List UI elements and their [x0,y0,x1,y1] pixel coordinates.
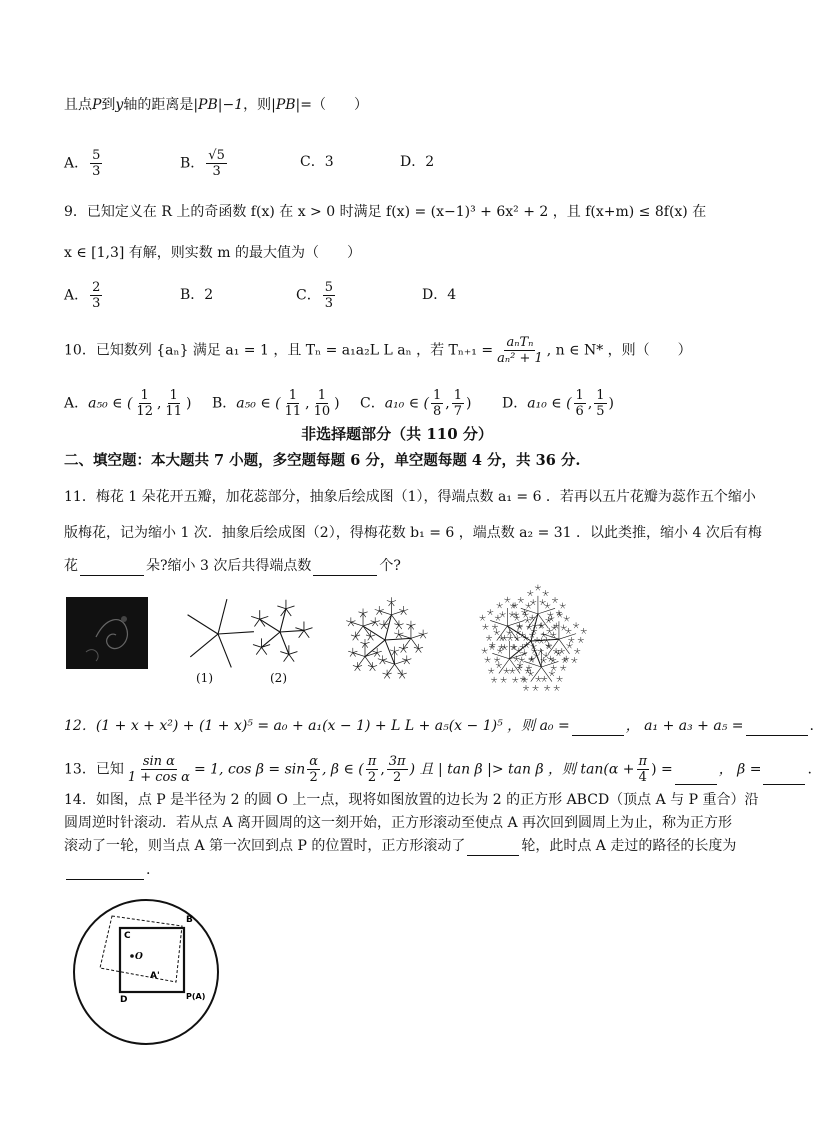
q14-blank-2[interactable] [66,863,144,880]
q14-line4: . [64,860,150,880]
section2-heading: 二、填空题：本大题共 7 小题，多空题每题 6 分，单空题每题 4 分，共 36 分. [64,452,581,469]
q8-option-d[interactable]: D．2 [400,154,435,170]
q11-blank-1[interactable] [80,559,144,576]
photo-sketch [66,597,148,669]
label-c: C [124,931,131,941]
q10-option-c[interactable]: C．a₁₀ ∈ ( $\frac{1}{8}$ , $\frac{1}{7}$ ) [360,388,472,419]
q10-option-d[interactable]: D．a₁₀ ∈ ( $\frac{1}{6}$ , $\frac{1}{5}$ ) [502,388,615,419]
q9-option-b[interactable]: B．2 [180,287,214,303]
q9-option-d[interactable]: D．4 [422,287,457,303]
q12-blank-1[interactable] [572,719,624,736]
q14-line2: 圆周逆时针滚动．若从点 A 离开圆周的这一刻开始，正方形滚动至使点 A 再次回到圆周上为止，称为正方形 [64,815,733,831]
figure-1-label: (1) [196,671,213,685]
section-title: 非选择题部分（共 110 分） [301,425,493,443]
q14-line3: 滚动了一轮，则当点 A 第一次回到点 P 的位置时，正方形滚动了 轮，此时点 A 走过的路径的长度为 [64,838,737,854]
center-dot [130,954,134,958]
q11-line2: 版梅花，记为缩小 1 次．抽象后绘成图（2），得梅花数 b₁ = 6 ，端点数 a₂ = 31 ．以此类推，缩小 4 次后有梅 [64,525,762,541]
figure-4-flower [466,586,596,696]
q14-figure [62,890,232,1060]
label-o: O [135,952,143,962]
q11-line1: 11．梅花 1 朵花开五瓣，加花蕊部分，抽象后绘成图（1），得端点数 a₁ = 6 ．若再以五片花瓣为蕊作五个缩小 [64,489,756,505]
q8-option-b[interactable]: B． $\frac{√5}{3}$ [180,148,225,179]
label-a-prime: A' [150,971,160,981]
q9-option-c[interactable]: C． $\frac{5}{3}$ [296,280,333,311]
q10-option-b[interactable]: B．a₅₀ ∈ ( $\frac{1}{11}$ , $\frac{1}{10}$ ) [212,388,340,419]
label-b: B [186,915,193,925]
q10-stem: 10．已知数列 {aₙ} 满足 a₁ = 1 ，且 Tₙ = a₁a₂L L aₙ ，若 Tₙ₊₁ = $\frac{\text{aₙTₙ}}{\text{aₙ² + 1}}$ , n ∈ N* ，则（ ） [64,335,692,366]
rolled-square [100,916,182,982]
q13-blank-2[interactable] [763,768,805,785]
plum-blossom-photo [66,597,148,669]
q12-stem: 12．(1 + x + x²) + (1 + x)⁵ = a₀ + a₁(x − 1) + L L + a₅(x − 1)⁵ ，则 a₀ = ， a₁ + a₃ + a₅ = . [64,718,814,734]
figure-2-flower [240,592,320,672]
q13-blank-1[interactable] [675,768,717,785]
q12-blank-2[interactable] [746,719,808,736]
q14-line1: 14．如图，点 P 是半径为 2 的圆 O 上一点，现将如图放置的边长为 2 的正方形 ABCD（顶点 A 与 P 重合）沿 [64,792,759,808]
circle-o [74,900,218,1044]
q14-blank-1[interactable] [467,839,519,856]
figure-2-label: (2) [270,671,287,685]
q9-line2: x ∈ [1,3] 有解，则实数 m 的最大值为（ ） [64,245,361,261]
q9-option-a[interactable]: A． $\frac{2}{3}$ [64,280,101,311]
q10-option-a[interactable]: A．a₅₀ ∈ ( $\frac{1}{12}$ , $\frac{1}{11}$ ) [64,388,192,419]
q8-option-a[interactable]: A． $\frac{5}{3}$ [64,148,101,179]
q11-blank-2[interactable] [313,559,377,576]
q11-line3: 花 朵?缩小 3 次后共得端点数 个? [64,558,401,574]
label-d: D [120,995,128,1005]
figure-3-flower [330,592,440,688]
q9-line1: 9．已知定义在 R 上的奇函数 f(x) 在 x > 0 时满足 f(x) = (x−1)³ + 6x² + 2 ，且 f(x+m) ≤ 8f(x) 在 [64,204,707,220]
q8-stem: 且点P到y轴的距离是|PB|−1，则|PB|=（ ） [64,97,369,113]
q13-stem: 13．已知 $\frac{\text{sin α}}{\text{1 + cos α}}$ = 1, cos β = sin $\frac{\alpha}{2}$ , β ∈ ( $\frac{\pi}{2}$ , $\frac{3\pi}{2}$ ) 且 | tan β |> tan β ，则 tan(α + $\frac{\pi}{4}$ ) = ， β = . [64,754,812,785]
label-p: P(A) [186,992,206,1001]
q8-option-c[interactable]: C．3 [300,154,334,170]
